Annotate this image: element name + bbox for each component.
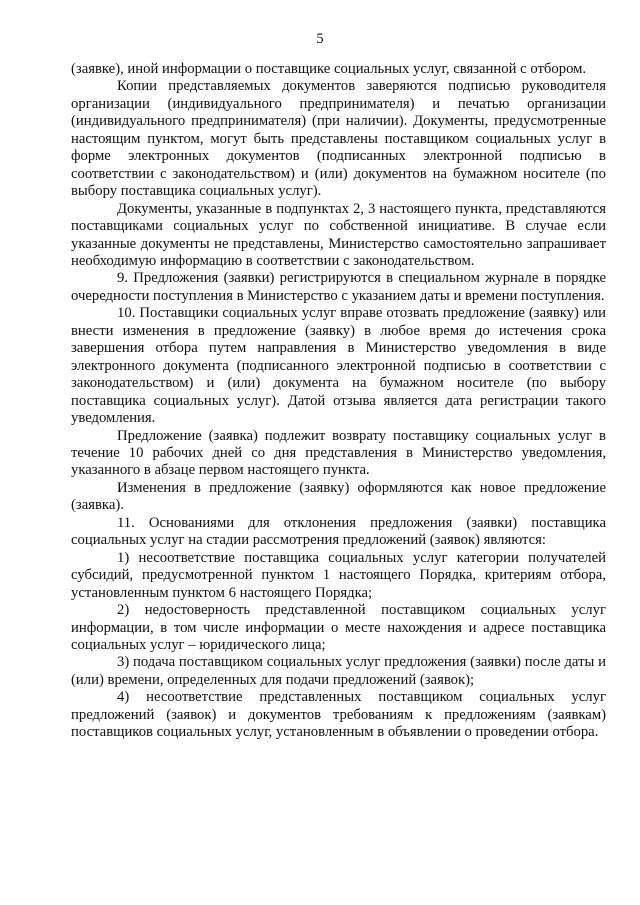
- subitem-4: 4) несоответствие представленных поставщиком социальных услуг предложений (заявок) и документов требованиям к предложениям (заявкам) поставщиков социальных услуг, установленным в объявлении о проведении отбора.: [71, 689, 606, 741]
- paragraph-item-10: 10. Поставщики социальных услуг вправе отозвать предложение (заявку) или внести изменения в предложение (заявку) в любое время до истечения срока завершения отбора путем направления в Министерство уведомления в виде электронного документа (подписанного электронной подписью в соответствии с законодательством) и (или) документа на бумажном носителе (по выбору поставщика социальных услуг). Датой отзыва является дата регистрации такого уведомления.: [71, 305, 606, 427]
- paragraph: (заявке), иной информации о поставщике социальных услуг, связанной с отбором.: [71, 61, 587, 77]
- paragraph: Копии представляемых документов заверяются подписью руководителя организации (индивидуального предпринимателя) и печатью организации (индивидуального предпринимателя) (при наличии). Документы, предусмотренные настоящим пунктом, могут быть представлены поставщиком социальных услуг в форме электронных документов (подписанных электронной подписью в соответствии с законодательством) и (или) документов на бумажном носителе (по выбору поставщика социальных услуг).: [71, 78, 606, 200]
- page-number: 5: [316, 31, 324, 47]
- subitem-3: 3) подача поставщиком социальных услуг предложения (заявки) после даты и (или) времени, определенных для подачи предложений (заявок);: [71, 654, 606, 688]
- paragraph-item-9: 9. Предложения (заявки) регистрируются в специальном журнале в порядке очередности поступления в Министерство с указанием даты и времени поступления.: [71, 270, 606, 304]
- paragraph: Изменения в предложение (заявку) оформляются как новое предложение (заявка).: [71, 479, 606, 514]
- paragraph: Предложение (заявка) подлежит возврату поставщику социальных услуг в течение 10 рабочих дней со дня представления в Министерство уведомления, указанного в абзаце первом настоящего пункта.: [71, 427, 606, 479]
- paragraph-item-11: 11. Основаниями для отклонения предложения (заявки) поставщика социальных услуг на стадии рассмотрения предложений (заявок) являются:: [71, 514, 606, 549]
- subitem-1: 1) несоответствие поставщика социальных услуг категории получателей субсидий, предусмотренной пунктом 1 настоящего Порядка, критериям отбора, установленным пунктом 6 настоящего Порядка;: [71, 549, 606, 601]
- paragraph: Документы, указанные в подпунктах 2, 3 настоящего пункта, представляются поставщиками социальных услуг по собственной инициативе. В случае если указанные документы не представлены, Министерство самостоятельно запрашивает необходимую информацию в соответствии с законодательством.: [71, 200, 606, 269]
- subitem-2: 2) недостоверность представленной поставщиком социальных услуг информации, в том числе информации о месте нахождения и адресе поставщика социальных услуг – юридического лица;: [71, 602, 606, 653]
- document-body: [71, 61, 606, 742]
